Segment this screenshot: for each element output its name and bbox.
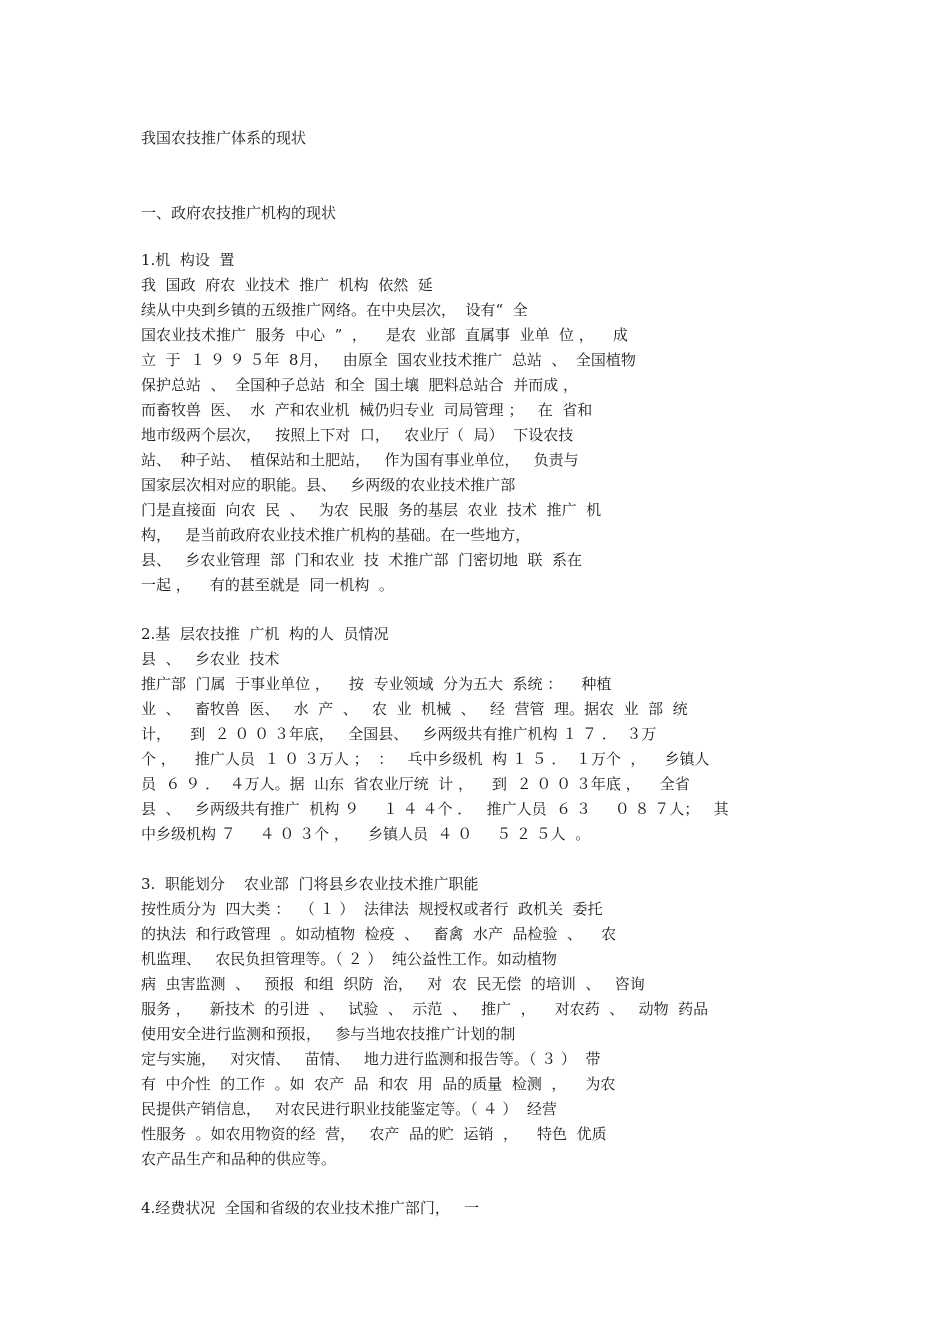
paragraph-line: 国家层次相对应的职能。县、 乡两级的农业技术推广部 [141, 476, 516, 494]
paragraph-line: 中乡级机构 ７ ４ ０ ３个 ， 乡镇人员 ４ ０ ５ ２ ５人 。 [141, 825, 591, 843]
paragraph-line: 2.基 层农技推 广机 构的人 员情况 [141, 625, 389, 643]
paragraph-line: 立 于 １ ９ ９ ５年 8月， 由原全 国农业技术推广 总站 、 全国植物 [141, 351, 636, 369]
section-4-body [141, 1196, 479, 1221]
paragraph-line: 的执法 和行政管理 。如动植物 检疫 、 畜禽 水产 品检验 、 农 [141, 925, 617, 943]
paragraph-line: 保护总站 、 全国种子总站 和全 国土壤 肥料总站合 并而成 ， [141, 376, 578, 394]
paragraph-line: 县 、 乡两级共有推广 机构 ９ １ ４ ４个 ． 推广人员 ６ ３ ０ ８ ７人； 其 [141, 800, 729, 818]
paragraph-line: 县、 乡农业管理 部 门和农业 技 术推广部 门密切地 联 系在 [141, 551, 583, 569]
section-1-body [141, 248, 636, 598]
paragraph-line: 机监理、 农民负担管理等。（ ２ ） 纯公益性工作。如动植物 [141, 950, 557, 968]
paragraph-line: 我 国政 府农 业技术 推广 机构 依然 延 [141, 276, 433, 294]
paragraph-line: 按性质分为 四大类 ： （ １ ） 法律法 规授权或者行 政机关 委托 [141, 900, 603, 918]
paragraph-line: 构， 是当前政府农业技术推广机构的基础。在一些地方， [141, 526, 531, 544]
paragraph-line: 3. 职能划分 农业部 门将县乡农业技术推广职能 [141, 875, 479, 893]
document-title: 我国农技推广体系的现状 [141, 129, 307, 147]
paragraph-line: 性服务 。如农用物资的经 营， 农产 品的贮 运销 ， 特色 优质 [141, 1125, 607, 1143]
paragraph-line: 病 虫害监测 、 预报 和组 织防 治， 对 农 民无偿 的培训 、 咨询 [141, 975, 645, 993]
paragraph-line: 而畜牧兽 医、 水 产和农业机 械仍归专业 司局管理 ； 在 省和 [141, 401, 593, 419]
paragraph-line: 定与实施， 对灾情、 苗情、 地力进行监测和报告等。（ ３ ） 带 [141, 1050, 601, 1068]
paragraph-line: 门是直接面 向农 民 、 为农 民服 务的基层 农业 技术 推广 机 [141, 501, 602, 519]
paragraph-line: 推广部 门属 于事业单位 ， 按 专业领域 分为五大 系统 ： 种植 [141, 675, 612, 693]
paragraph-line: 站、 种子站、 植保站和土肥站， 作为国有事业单位， 负责与 [141, 451, 579, 469]
paragraph-line: 有 中介性 的工作 。如 农产 品 和农 用 品的质量 检测 ， 为农 [141, 1075, 616, 1093]
paragraph-line: 民提供产销信息， 对农民进行职业技能鉴定等。（ ４ ） 经营 [141, 1100, 557, 1118]
paragraph-line: 使用安全进行监测和预报， 参与当地农技推广计划的制 [141, 1025, 516, 1043]
paragraph-line: 业 、 畜牧兽 医、 水 产 、 农 业 机械 、 经 营管 理。据农 业 部 统 [141, 700, 688, 718]
paragraph-line: 员 ６ ９ ． ４万人。据 山东 省农业厅统 计 ， 到 ２ ０ ０ ３年底 ， 全省 [141, 775, 690, 793]
paragraph-line: 服务 ， 新技术 的引进 、 试验 、 示范 、 推广 ， 对农药 、 动物 药品 [141, 1000, 709, 1018]
paragraph-line: 县 、 乡农业 技术 [141, 650, 280, 668]
paragraph-line: 4.经费状况 全国和省级的农业技术推广部门， 一 [141, 1199, 480, 1217]
paragraph-line: 一起 ， 有的甚至就是 同一机构 。 [141, 576, 394, 594]
paragraph-line: 个 ， 推广人员 １ ０ ３万人 ； ： 乓中乡级机 构 １ ５ ． １万个 ， 乡镇人 [141, 750, 710, 768]
paragraph-line: 地市级两个层次， 按照上下对 口， 农业厅（ 局） 下设农技 [141, 426, 574, 444]
section-2-body [141, 622, 729, 847]
section-heading: 一、政府农技推广机构的现状 [141, 204, 337, 222]
paragraph-line: 续从中央到乡镇的五级推广网络。在中央层次， 设有“ 全 [141, 301, 528, 319]
section-3-body [141, 872, 708, 1172]
paragraph-line: 计， 到 ２ ０ ０ ３年底， 全国县、 乡两级共有推广机构 １ ７ ． ３万 [141, 725, 657, 743]
paragraph-line: 国农业技术推广 服务 中心 ” ， 是农 业部 直属事 业单 位 ， 成 [141, 326, 628, 344]
paragraph-line: 1.机 构设 置 [141, 251, 235, 269]
paragraph-line: 农产品生产和品种的供应等。 [141, 1150, 337, 1168]
